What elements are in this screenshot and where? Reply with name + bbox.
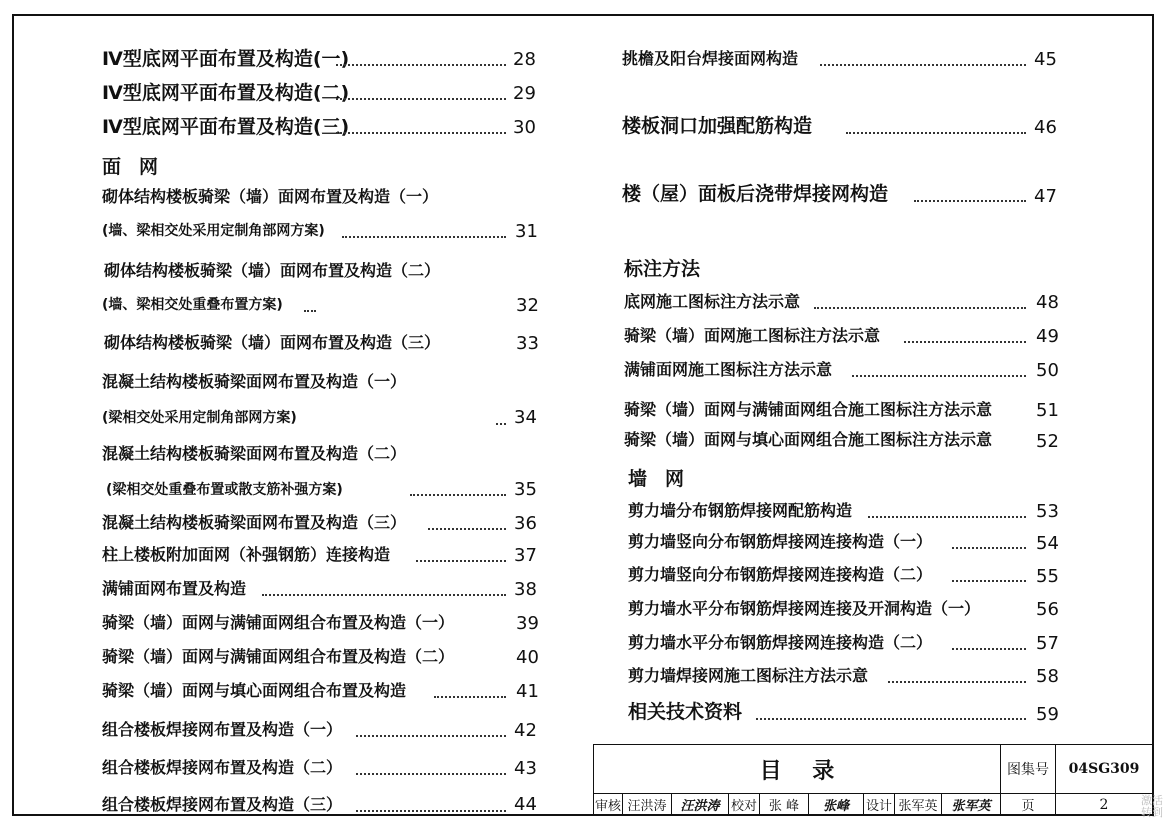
toc-entry[interactable] bbox=[622, 184, 888, 205]
toc-entry[interactable] bbox=[102, 83, 349, 104]
leader-dots bbox=[336, 98, 506, 100]
page-number: 42 bbox=[514, 720, 537, 741]
leader-dots bbox=[342, 236, 506, 238]
toc-entry[interactable] bbox=[102, 720, 342, 740]
toc-entry[interactable] bbox=[104, 261, 440, 281]
page-number: 37 bbox=[514, 545, 537, 566]
toc-entry[interactable] bbox=[624, 360, 832, 380]
page-number: 59 bbox=[1036, 704, 1059, 725]
page-number: 33 bbox=[516, 333, 539, 354]
entry-title: (梁相交处采用定制角部网方案) bbox=[102, 410, 297, 426]
leader-dots bbox=[262, 594, 506, 596]
entry-title: 剪力墙竖向分布钢筋焊接网连接构造（二） bbox=[628, 565, 933, 584]
page-number: 52 bbox=[1036, 431, 1059, 452]
entry-title: 混凝土结构楼板骑梁面网布置及构造（三） bbox=[102, 513, 407, 532]
atlas-label: 图集号 bbox=[1000, 744, 1056, 794]
toc-entry[interactable] bbox=[102, 408, 297, 428]
page-number: 47 bbox=[1034, 186, 1057, 207]
toc-entry[interactable] bbox=[102, 444, 406, 464]
page-number: 55 bbox=[1036, 566, 1059, 587]
entry-title: Ⅳ型底网平面布置及构造(二) bbox=[102, 82, 350, 104]
check-name: 张 峰 bbox=[759, 793, 809, 816]
toc-entry[interactable] bbox=[102, 117, 349, 138]
review-name: 汪洪涛 bbox=[622, 793, 672, 816]
review-label: 审核 bbox=[593, 793, 623, 816]
toc-entry[interactable] bbox=[628, 702, 742, 723]
toc-entry[interactable] bbox=[622, 49, 798, 69]
toc-entry[interactable] bbox=[624, 400, 992, 420]
toc-entry[interactable] bbox=[106, 480, 343, 500]
toc-entry[interactable] bbox=[102, 295, 283, 315]
leader-dots bbox=[952, 547, 1026, 549]
toc-entry[interactable] bbox=[622, 116, 812, 137]
leader-dots bbox=[952, 648, 1026, 650]
page-number: 44 bbox=[514, 794, 537, 815]
check-signature: 张峰 bbox=[808, 793, 864, 816]
entry-title: 混凝土结构楼板骑梁面网布置及构造（二） bbox=[102, 444, 407, 463]
watermark-line: 转到 bbox=[1141, 806, 1163, 819]
leader-dots bbox=[410, 494, 506, 496]
entry-title: 骑梁（墙）面网施工图标注方法示意 bbox=[624, 326, 881, 345]
leader-dots bbox=[888, 681, 1026, 683]
entry-title: 底网施工图标注方法示意 bbox=[624, 292, 801, 311]
entry-title: 组合楼板焊接网布置及构造（二） bbox=[102, 758, 343, 777]
atlas-number: 04SG309 bbox=[1055, 744, 1153, 794]
entry-title: (墙、梁相交处重叠布置方案) bbox=[102, 297, 283, 313]
page-number: 35 bbox=[514, 479, 537, 500]
toc-entry[interactable] bbox=[628, 501, 852, 521]
design-label: 设计 bbox=[863, 793, 895, 816]
page-number: 53 bbox=[1036, 501, 1059, 522]
entry-title: Ⅳ型底网平面布置及构造(三) bbox=[102, 116, 350, 138]
entry-title: 组合楼板焊接网布置及构造（三） bbox=[102, 795, 343, 814]
entry-title: (墙、梁相交处采用定制角部网方案) bbox=[102, 223, 325, 239]
toc-entry[interactable] bbox=[624, 292, 800, 312]
page-label: 页 bbox=[1000, 793, 1056, 816]
toc-entry[interactable] bbox=[102, 372, 406, 392]
page-number: 50 bbox=[1036, 360, 1059, 381]
section-heading: 标注方法 bbox=[624, 258, 701, 280]
page-number: 51 bbox=[1036, 400, 1059, 421]
page-number: 29 bbox=[513, 83, 536, 104]
page-number: 34 bbox=[514, 407, 537, 428]
page-number: 48 bbox=[1036, 292, 1059, 313]
entry-title: 骑梁（墙）面网与满铺面网组合施工图标注方法示意 bbox=[624, 400, 993, 419]
design-name: 张军英 bbox=[894, 793, 942, 816]
leader-dots bbox=[904, 341, 1026, 343]
watermark-line: 激活 bbox=[1141, 794, 1163, 807]
entry-title: 剪力墙分布钢筋焊接网配筋构造 bbox=[628, 501, 853, 520]
toc-entry[interactable] bbox=[102, 613, 454, 633]
section-heading: 墙网 bbox=[628, 468, 703, 490]
toc-entry[interactable] bbox=[102, 545, 390, 565]
title-block-title: 目 录 bbox=[593, 744, 1001, 794]
toc-entry[interactable] bbox=[624, 326, 880, 346]
leader-dots bbox=[336, 132, 506, 134]
leader-dots bbox=[416, 560, 506, 562]
entry-title: 楼（屋）面板后浇带焊接网构造 bbox=[622, 183, 889, 205]
entry-title: 骑梁（墙）面网与填心面网组合施工图标注方法示意 bbox=[624, 430, 993, 449]
toc-entry[interactable] bbox=[102, 221, 325, 241]
leader-dots bbox=[304, 310, 316, 312]
entry-title: Ⅳ型底网平面布置及构造(一) bbox=[102, 48, 350, 70]
page-number: 57 bbox=[1036, 633, 1059, 654]
watermark bbox=[1141, 795, 1163, 819]
toc-entry[interactable] bbox=[102, 681, 406, 701]
entry-title: 剪力墙焊接网施工图标注方法示意 bbox=[628, 666, 869, 685]
entry-title: 挑檐及阳台焊接面网构造 bbox=[622, 49, 799, 68]
entry-title: 剪力墙竖向分布钢筋焊接网连接构造（一） bbox=[628, 532, 933, 551]
entry-title: 骑梁（墙）面网与满铺面网组合布置及构造（二） bbox=[102, 647, 455, 666]
page-number: 43 bbox=[514, 758, 537, 779]
entry-title: 混凝土结构楼板骑梁面网布置及构造（一） bbox=[102, 372, 407, 391]
toc-entry[interactable] bbox=[102, 758, 342, 778]
page-number: 49 bbox=[1036, 326, 1059, 347]
page-number-cell: 2 bbox=[1055, 793, 1153, 816]
leader-dots bbox=[428, 528, 506, 530]
check-label: 校对 bbox=[728, 793, 760, 816]
leader-dots bbox=[814, 307, 1026, 309]
review-signature: 汪洪涛 bbox=[671, 793, 729, 816]
toc-entry[interactable] bbox=[628, 565, 932, 585]
page-number: 40 bbox=[516, 647, 539, 668]
leader-dots bbox=[914, 200, 1026, 202]
leader-dots bbox=[356, 735, 506, 737]
page-number: 54 bbox=[1036, 533, 1059, 554]
page-number: 45 bbox=[1034, 49, 1057, 70]
toc-entry[interactable] bbox=[102, 795, 342, 815]
design-signature: 张军英 bbox=[941, 793, 1001, 816]
toc-entry[interactable] bbox=[102, 513, 406, 533]
leader-dots bbox=[868, 516, 1026, 518]
page-number: 32 bbox=[516, 295, 539, 316]
page-number: 31 bbox=[515, 221, 538, 242]
entry-title: 柱上楼板附加面网（补强钢筋）连接构造 bbox=[102, 545, 391, 564]
entry-title: 骑梁（墙）面网与填心面网组合布置及构造 bbox=[102, 681, 407, 700]
toc-entry[interactable] bbox=[628, 633, 932, 653]
leader-dots bbox=[496, 423, 506, 425]
section-heading: 面网 bbox=[102, 156, 177, 178]
leader-dots bbox=[756, 718, 1026, 720]
toc-entry[interactable] bbox=[628, 532, 932, 552]
entry-title: 满铺面网布置及构造 bbox=[102, 579, 247, 598]
entry-title: (梁相交处重叠布置或散支筋补强方案) bbox=[106, 482, 343, 498]
page-number: 38 bbox=[514, 579, 537, 600]
toc-entry[interactable] bbox=[104, 333, 440, 353]
entry-title: 组合楼板焊接网布置及构造（一） bbox=[102, 720, 343, 739]
page-number: 39 bbox=[516, 613, 539, 634]
toc-entry[interactable] bbox=[102, 647, 454, 667]
page-number: 30 bbox=[513, 117, 536, 138]
entry-title: 剪力墙水平分布钢筋焊接网连接构造（二） bbox=[628, 633, 933, 652]
leader-dots bbox=[846, 132, 1026, 134]
leader-dots bbox=[820, 64, 1026, 66]
toc-entry[interactable] bbox=[624, 430, 992, 450]
entry-title: 骑梁（墙）面网与满铺面网组合布置及构造（一） bbox=[102, 613, 455, 632]
entry-title: 相关技术资料 bbox=[628, 701, 743, 723]
entry-title: 砌体结构楼板骑梁（墙）面网布置及构造（二） bbox=[104, 261, 441, 280]
toc-entry[interactable] bbox=[102, 49, 349, 70]
page-number: 41 bbox=[516, 681, 539, 702]
page-number: 46 bbox=[1034, 117, 1057, 138]
toc-entry[interactable] bbox=[628, 599, 980, 619]
leader-dots bbox=[434, 696, 506, 698]
toc-entry[interactable] bbox=[102, 579, 246, 599]
leader-dots bbox=[356, 810, 506, 812]
page-number: 28 bbox=[513, 49, 536, 70]
toc-entry[interactable] bbox=[628, 666, 868, 686]
entry-title: 砌体结构楼板骑梁（墙）面网布置及构造（一） bbox=[102, 187, 439, 206]
title-block bbox=[593, 744, 1153, 816]
entry-title: 砌体结构楼板骑梁（墙）面网布置及构造（三） bbox=[104, 333, 441, 352]
leader-dots bbox=[336, 64, 506, 66]
page-number: 56 bbox=[1036, 599, 1059, 620]
leader-dots bbox=[356, 773, 506, 775]
toc-entry[interactable] bbox=[102, 187, 438, 207]
leader-dots bbox=[852, 375, 1026, 377]
page-number: 58 bbox=[1036, 666, 1059, 687]
entry-title: 楼板洞口加强配筋构造 bbox=[622, 115, 813, 137]
page-number: 36 bbox=[514, 513, 537, 534]
entry-title: 满铺面网施工图标注方法示意 bbox=[624, 360, 833, 379]
leader-dots bbox=[952, 580, 1026, 582]
entry-title: 剪力墙水平分布钢筋焊接网连接及开洞构造（一） bbox=[628, 599, 981, 618]
